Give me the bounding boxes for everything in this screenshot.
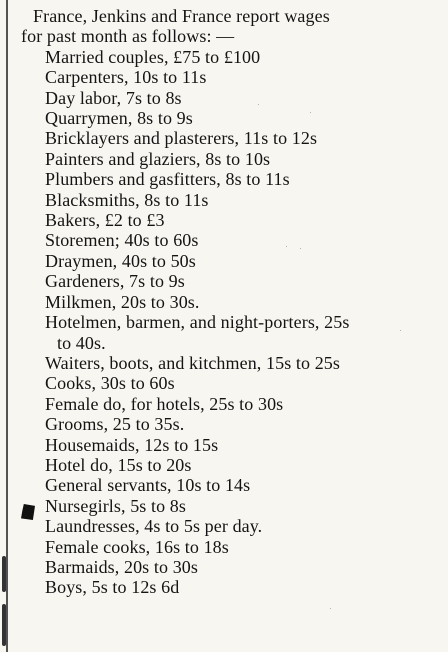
wage-entry xyxy=(21,169,445,189)
wage-entry-text: Married couples, £75 to £100 xyxy=(45,46,261,67)
wage-entry xyxy=(21,128,445,148)
wage-entry-text: Female do, for hotels, 25s to 30s xyxy=(45,393,284,414)
wage-entry-text: Quarrymen, 8s to 9s xyxy=(45,108,193,129)
wage-entry-text: Grooms, 25 to 35s. xyxy=(45,414,185,435)
wage-entry xyxy=(21,557,445,577)
wage-entry xyxy=(21,353,445,373)
wage-entry xyxy=(21,394,445,414)
wage-entry xyxy=(21,271,445,291)
wage-entry xyxy=(21,496,445,516)
wage-entry-text: Blacksmiths, 8s to 11s xyxy=(45,189,209,210)
wage-entry-text: Laundresses, 4s to 5s per day. xyxy=(45,516,263,537)
wage-entry xyxy=(21,251,445,271)
wage-entry xyxy=(21,292,445,312)
intro-line-2: for past month as follows: — xyxy=(21,26,235,47)
wage-entry xyxy=(21,455,445,475)
wage-entry xyxy=(21,475,445,495)
wage-entry-text: Hotel do, 15s to 20s xyxy=(45,454,192,475)
wage-entry xyxy=(21,230,445,250)
wage-entry-text: Waiters, boots, and kitchmen, 15s to 25s xyxy=(45,352,341,373)
wage-entry xyxy=(21,435,445,455)
wage-entry xyxy=(21,88,445,108)
wage-entry xyxy=(21,312,445,353)
wage-entry-text: Bricklayers and plasterers, 11s to 12s xyxy=(45,128,318,149)
wage-entry-text: Nursegirls, 5s to 8s xyxy=(45,495,186,516)
intro-line-1: France, Jenkins and France report wages xyxy=(33,6,330,26)
wage-entry xyxy=(21,577,445,597)
wage-report-paragraph xyxy=(21,6,445,598)
wage-entry-continuation: to 40s. xyxy=(57,332,106,353)
wage-entry xyxy=(21,67,445,87)
wage-entry xyxy=(21,516,445,536)
paper-speck xyxy=(400,330,401,331)
margin-brace xyxy=(2,604,6,646)
wage-entry xyxy=(21,373,445,393)
paper-speck xyxy=(300,248,301,249)
wage-entry-text: Boys, 5s to 12s 6d xyxy=(45,577,180,598)
paper-speck xyxy=(330,608,331,609)
wage-entry-text: Storemen; 40s to 60s xyxy=(45,230,199,251)
wage-list xyxy=(21,47,445,598)
paper-speck xyxy=(310,112,311,113)
paper-speck xyxy=(286,246,287,247)
wage-entry-text: Bakers, £2 to £3 xyxy=(45,210,165,231)
paper-speck xyxy=(258,104,259,105)
wage-entry xyxy=(21,149,445,169)
wage-entry xyxy=(21,210,445,230)
wage-entry-text: Cooks, 30s to 60s xyxy=(45,373,175,394)
wage-entry-text: Housemaids, 12s to 15s xyxy=(45,434,219,455)
wage-entry-text: Barmaids, 20s to 30s xyxy=(45,556,198,577)
wage-entry-text: Gardeners, 7s to 9s xyxy=(45,271,185,292)
wage-entry-text: General servants, 10s to 14s xyxy=(45,475,251,496)
column-border xyxy=(6,0,8,652)
wage-entry xyxy=(21,537,445,557)
wage-entry xyxy=(21,414,445,434)
wage-entry-text: Day labor, 7s to 8s xyxy=(45,87,182,108)
margin-brace xyxy=(2,556,6,592)
wage-entry-text: Plumbers and gasfitters, 8s to 11s xyxy=(45,169,290,190)
wage-entry-text: Carpenters, 10s to 11s xyxy=(45,67,207,88)
wage-entry-text: Draymen, 40s to 50s xyxy=(45,250,196,271)
wage-entry-text: Milkmen, 20s to 30s. xyxy=(45,291,200,312)
wage-entry-text: Female cooks, 16s to 18s xyxy=(45,536,229,557)
wage-entry xyxy=(21,108,445,128)
wage-entry xyxy=(21,190,445,210)
wage-entry xyxy=(21,47,445,67)
wage-entry-text: Hotelmen, barmen, and night-porters, 25s xyxy=(45,312,350,333)
wage-entry-text: Painters and glaziers, 8s to 10s xyxy=(45,148,271,169)
